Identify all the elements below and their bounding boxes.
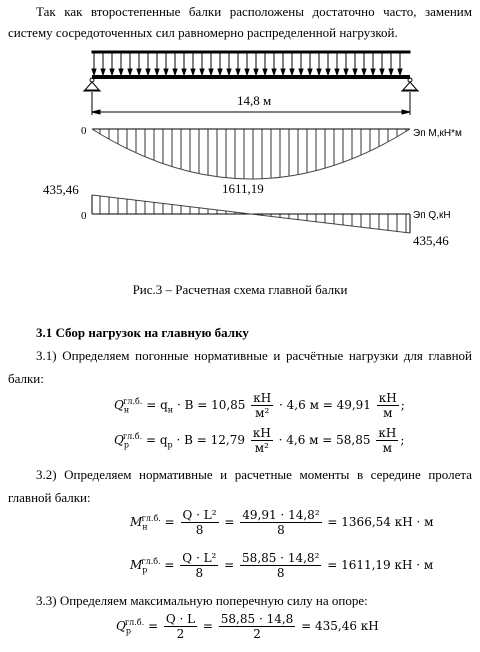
shear-diagram: [92, 195, 410, 233]
eq1-unit-fraction: $\frac{кН}{\text{м²}}$: [253, 391, 272, 420]
right-support: [401, 78, 419, 91]
left-support: [83, 78, 101, 91]
equation-max-shear: $Q_р^{гл.б.}$ = $\frac{Q \cdot L}{2}$ = $\frac{58,85 \cdot 14,8}{2}$ = 435,46 кН: [116, 612, 379, 641]
moment-zero-label: 0: [81, 125, 87, 137]
step1-line-2: балки:: [8, 371, 44, 386]
equation-normative-load: $Q_н^{гл.б.} = q_н \cdot B = 10,85$ $\frac{кН}{\text{м²}}$ · 4,6 м = 49,91 $\frac{кН}{м}$ ;: [114, 391, 405, 420]
equation-design-moment: $M_р^{гл.б.}$ = $\frac{\text{Q · L²}}{8}$ = $\frac{\text{58,85 · 14,8²}}{8}$ = 1611,19 кН · м: [130, 551, 434, 580]
intro-line-1: Так как второстепенные балки расположены достаточно часто, заменим: [36, 4, 472, 19]
step3-line-1: 3.3) Определяем максимальную поперечную силу на опоре:: [36, 593, 368, 608]
step2-line-2: главной балки:: [8, 490, 91, 505]
moment-max-value: 1611,19: [222, 181, 264, 196]
beam-scheme-figure: [0, 0, 480, 300]
load-top-line: [92, 51, 410, 53]
eq2-lhs: Q: [114, 433, 124, 447]
equation-normative-moment: $M_н^{гл.б.}$ = $\frac{\text{Q · L²}}{8}$ = $\frac{\text{49,91 · 14,8²}}{8}$ = 1366,54 кН · м: [130, 508, 434, 537]
moment-diagram: [92, 129, 410, 179]
intro-line-2: систему сосредоточенных сил равномерно распределенной нагрузкой.: [8, 25, 398, 40]
beam: [92, 75, 410, 79]
shear-left-value: 435,46: [43, 182, 79, 197]
step1-line-1: 3.1) Определяем погонные нормативные и расчётные нагрузки для главной: [36, 348, 472, 363]
shear-right-value: 435,46: [413, 233, 449, 248]
shear-legend: Эп Q,кН: [413, 210, 451, 221]
eq1-lhs: Q: [114, 398, 124, 412]
distributed-load: [92, 51, 410, 75]
shear-zero-label: 0: [81, 210, 87, 222]
section-title: 3.1 Сбор нагрузок на главную балку: [36, 325, 249, 340]
moment-legend: Эп M,кН*м: [413, 128, 462, 139]
equation-design-load: $Q_р^{гл.б.} = q_р \cdot B = 12,79$ $\frac{кН}{\text{м²}}$ · 4,6 м = 58,85 $\frac{кН}{м}$ ;: [114, 426, 405, 455]
step2-line-1: 3.2) Определяем нормативные и расчетные моменты в середине пролета: [36, 467, 472, 482]
span-label: 14,8 м: [237, 93, 272, 108]
figure-caption: Рис.3 – Расчетная схема главной балки: [132, 282, 348, 297]
